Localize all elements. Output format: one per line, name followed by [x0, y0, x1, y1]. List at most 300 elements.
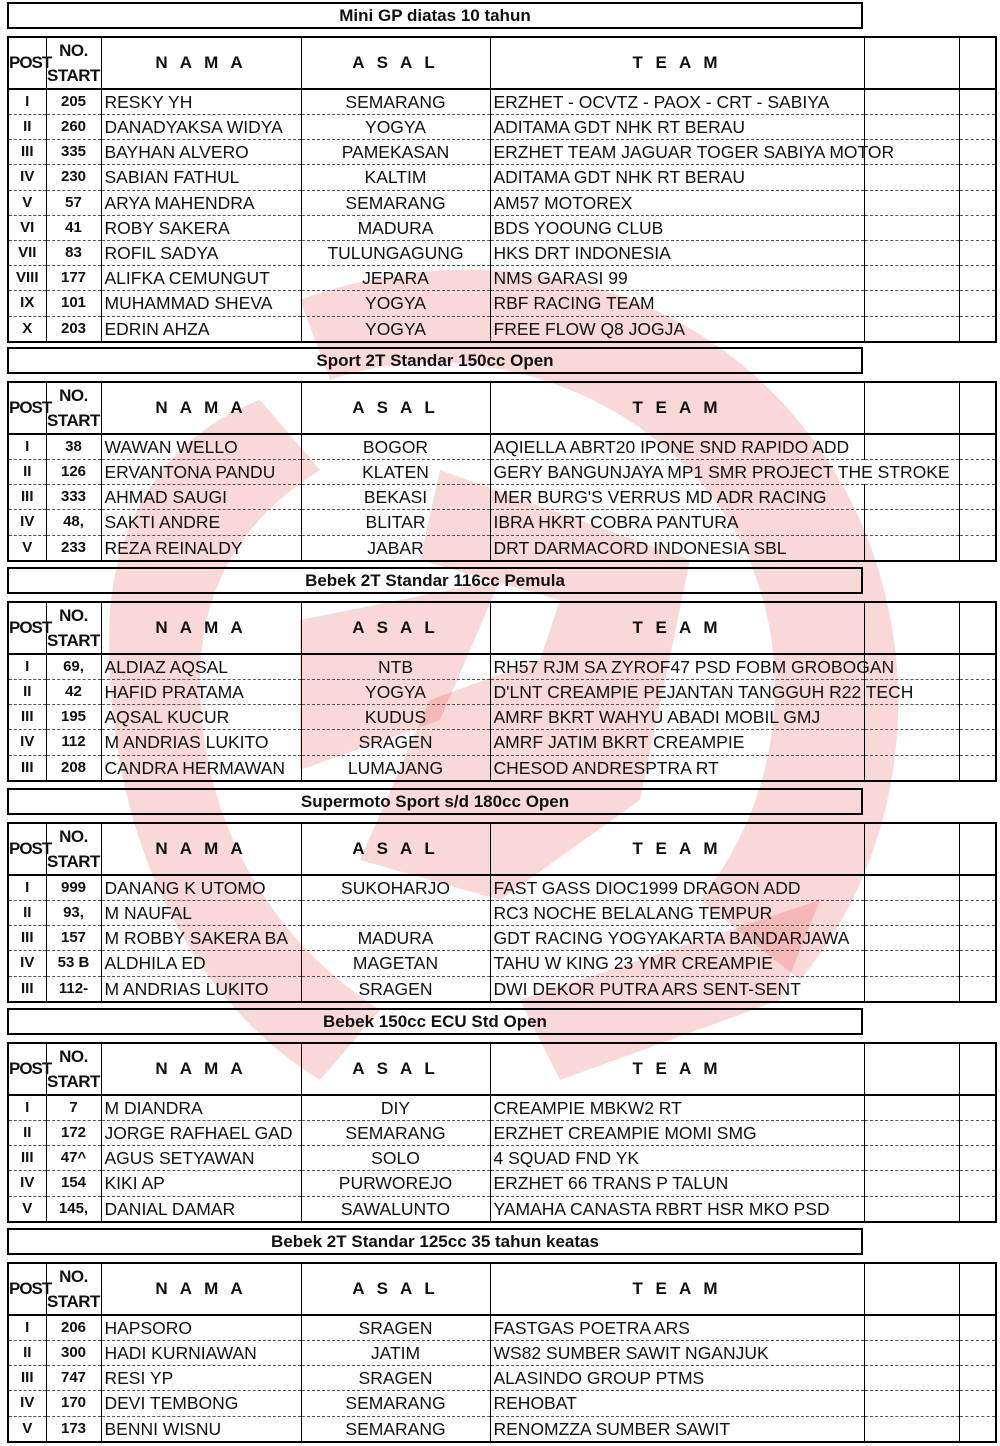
- cell-pos: IV: [8, 165, 46, 190]
- cell-pos: II: [8, 680, 46, 705]
- cell-pos: II: [8, 1341, 46, 1366]
- header-asal: A S A L: [301, 602, 490, 654]
- cell-empty: [959, 705, 996, 730]
- table-header: [8, 602, 996, 654]
- cell-pos: III: [8, 485, 46, 510]
- cell-empty: [864, 705, 959, 730]
- header-pos: POST: [8, 382, 46, 434]
- cell-empty: [959, 240, 996, 265]
- cell-asal: JATIM: [301, 1341, 490, 1366]
- cell-empty: [864, 926, 959, 951]
- cell-team: AQIELLA ABRT20 IPONE SND RAPIDO ADD: [490, 434, 864, 460]
- header-asal: A S A L: [301, 1043, 490, 1095]
- cell-asal: SRAGEN: [301, 730, 490, 755]
- header-team: T E A M: [490, 1043, 864, 1095]
- header-no-line1: NO.: [59, 1267, 88, 1286]
- cell-empty: [864, 1196, 959, 1222]
- cell-empty: [959, 434, 996, 460]
- cell-empty: [864, 1171, 959, 1196]
- section-title: Mini GP diatas 10 tahun: [7, 2, 863, 29]
- cell-empty: [864, 901, 959, 926]
- cell-no: 173: [46, 1416, 101, 1442]
- cell-empty: [959, 510, 996, 535]
- header-no-line2: START: [47, 66, 100, 85]
- cell-empty: [959, 1121, 996, 1146]
- cell-team: ERZHET TEAM JAGUAR TOGER SABIYA MOTOR: [490, 140, 864, 165]
- cell-nama: CANDRA HERMAWAN: [101, 755, 301, 781]
- cell-empty: [959, 1416, 996, 1442]
- cell-team: REHOBAT: [490, 1391, 864, 1416]
- cell-asal: SRAGEN: [301, 1315, 490, 1341]
- section-title: Bebek 2T Standar 125cc 35 tahun keatas: [7, 1228, 863, 1255]
- cell-team: DWI DEKOR PUTRA ARS SENT-SENT: [490, 976, 864, 1002]
- cell-pos: V: [8, 535, 46, 561]
- cell-no: 208: [46, 755, 101, 781]
- header-no-line2: START: [47, 852, 100, 871]
- table-row: [8, 460, 996, 485]
- cell-asal: KLATEN: [301, 460, 490, 485]
- cell-nama: KIKI AP: [101, 1171, 301, 1196]
- cell-empty: [959, 291, 996, 316]
- cell-nama: ALDIAZ AQSAL: [101, 654, 301, 680]
- table-row: [8, 89, 996, 115]
- cell-team: GERY BANGUNJAYA MP1 SMR PROJECT THE STROKE: [490, 460, 959, 485]
- table-header: [8, 823, 996, 875]
- cell-asal: YOGYA: [301, 316, 490, 342]
- cell-empty: [959, 976, 996, 1002]
- header-pos: POST: [8, 1043, 46, 1095]
- header-no-line2: START: [47, 631, 100, 650]
- table-row: [8, 901, 996, 926]
- cell-asal: NTB: [301, 654, 490, 680]
- header-nama: N A M A: [101, 1043, 301, 1095]
- cell-no: 230: [46, 165, 101, 190]
- header-asal: A S A L: [301, 823, 490, 875]
- cell-pos: III: [8, 140, 46, 165]
- cell-empty: [864, 190, 959, 215]
- cell-no: 170: [46, 1391, 101, 1416]
- cell-empty: [959, 115, 996, 140]
- header-team: T E A M: [490, 602, 864, 654]
- cell-pos: I: [8, 875, 46, 901]
- cell-team: BDS YOOUNG CLUB: [490, 215, 864, 240]
- cell-empty: [959, 730, 996, 755]
- cell-team: AM57 MOTOREX: [490, 190, 864, 215]
- header-pos: POST: [8, 823, 46, 875]
- header-empty: [864, 823, 959, 875]
- cell-team: ERZHET CREAMPIE MOMI SMG: [490, 1121, 864, 1146]
- cell-no: 233: [46, 535, 101, 561]
- header-nama: N A M A: [101, 382, 301, 434]
- cell-nama: DANIAL DAMAR: [101, 1196, 301, 1222]
- table-row: [8, 266, 996, 291]
- cell-nama: EDRIN AHZA: [101, 316, 301, 342]
- cell-no: 48,: [46, 510, 101, 535]
- cell-empty: [959, 140, 996, 165]
- cell-nama: ALIFKA CEMUNGUT: [101, 266, 301, 291]
- cell-pos: III: [8, 1146, 46, 1171]
- cell-asal: JEPARA: [301, 266, 490, 291]
- cell-empty: [959, 266, 996, 291]
- cell-asal: BOGOR: [301, 434, 490, 460]
- cell-pos: I: [8, 1095, 46, 1121]
- cell-no: 112: [46, 730, 101, 755]
- cell-empty: [864, 115, 959, 140]
- header-no-line1: NO.: [59, 827, 88, 846]
- cell-empty: [864, 1366, 959, 1391]
- results-table: [7, 1262, 997, 1443]
- table-row: [8, 976, 996, 1002]
- cell-empty: [959, 485, 996, 510]
- cell-empty: [864, 535, 959, 561]
- cell-empty: [959, 1391, 996, 1416]
- results-table: [7, 1042, 997, 1223]
- cell-pos: VII: [8, 240, 46, 265]
- header-team: T E A M: [490, 37, 864, 89]
- cell-empty: [864, 1095, 959, 1121]
- table-row: [8, 755, 996, 781]
- table-row: [8, 926, 996, 951]
- cell-nama: AHMAD SAUGI: [101, 485, 301, 510]
- header-no-line2: START: [47, 1072, 100, 1091]
- header-empty: [864, 37, 959, 89]
- header-asal: A S A L: [301, 37, 490, 89]
- cell-empty: [864, 291, 959, 316]
- cell-pos: III: [8, 755, 46, 781]
- cell-empty: [864, 485, 959, 510]
- table-row: [8, 140, 996, 165]
- cell-no: 205: [46, 89, 101, 115]
- header-empty: [959, 382, 996, 434]
- header-empty: [864, 382, 959, 434]
- cell-pos: I: [8, 89, 46, 115]
- cell-no: 300: [46, 1341, 101, 1366]
- table-row: [8, 1095, 996, 1121]
- cell-nama: M ROBBY SAKERA BA: [101, 926, 301, 951]
- table-row: [8, 680, 996, 705]
- cell-no: 93,: [46, 901, 101, 926]
- table-row: [8, 705, 996, 730]
- table-row: [8, 875, 996, 901]
- cell-empty: [864, 266, 959, 291]
- table-header: [8, 1263, 996, 1315]
- cell-pos: III: [8, 976, 46, 1002]
- section-title: Sport 2T Standar 150cc Open: [7, 347, 863, 374]
- cell-asal: DIY: [301, 1095, 490, 1121]
- cell-pos: II: [8, 115, 46, 140]
- cell-asal: [301, 901, 490, 926]
- cell-team: NMS GARASI 99: [490, 266, 864, 291]
- table-row: [8, 165, 996, 190]
- cell-asal: YOGYA: [301, 680, 490, 705]
- cell-pos: VI: [8, 215, 46, 240]
- cell-asal: PURWOREJO: [301, 1171, 490, 1196]
- cell-asal: MADURA: [301, 215, 490, 240]
- header-empty: [959, 823, 996, 875]
- cell-team: IBRA HKRT COBRA PANTURA: [490, 510, 864, 535]
- cell-empty: [959, 1146, 996, 1171]
- section-title: Bebek 2T Standar 116cc Pemula: [7, 567, 863, 594]
- cell-no: 145,: [46, 1196, 101, 1222]
- cell-asal: YOGYA: [301, 291, 490, 316]
- cell-pos: II: [8, 1121, 46, 1146]
- cell-nama: HADI KURNIAWAN: [101, 1341, 301, 1366]
- cell-team: RENOMZZA SUMBER SAWIT: [490, 1416, 864, 1442]
- cell-no: 157: [46, 926, 101, 951]
- cell-empty: [959, 190, 996, 215]
- cell-empty: [959, 1341, 996, 1366]
- table-row: [8, 535, 996, 561]
- cell-empty: [864, 755, 959, 781]
- cell-no: 126: [46, 460, 101, 485]
- header-empty: [959, 602, 996, 654]
- header-nama: N A M A: [101, 823, 301, 875]
- cell-pos: III: [8, 1366, 46, 1391]
- cell-team: FREE FLOW Q8 JOGJA: [490, 316, 864, 342]
- cell-asal: LUMAJANG: [301, 755, 490, 781]
- cell-asal: SOLO: [301, 1146, 490, 1171]
- table-row: [8, 1416, 996, 1442]
- cell-empty: [959, 875, 996, 901]
- cell-empty: [864, 434, 959, 460]
- table-row: [8, 730, 996, 755]
- cell-pos: IV: [8, 1171, 46, 1196]
- cell-no: 101: [46, 291, 101, 316]
- table-row: [8, 1341, 996, 1366]
- cell-nama: DANADYAKSA WIDYA: [101, 115, 301, 140]
- cell-no: 206: [46, 1315, 101, 1341]
- cell-no: 335: [46, 140, 101, 165]
- cell-asal: BLITAR: [301, 510, 490, 535]
- cell-nama: JORGE RAFHAEL GAD: [101, 1121, 301, 1146]
- cell-nama: MUHAMMAD SHEVA: [101, 291, 301, 316]
- cell-nama: AQSAL KUCUR: [101, 705, 301, 730]
- table-row: [8, 316, 996, 342]
- cell-empty: [864, 165, 959, 190]
- header-no-line2: START: [47, 411, 100, 430]
- header-asal: A S A L: [301, 1263, 490, 1315]
- cell-team: ADITAMA GDT NHK RT BERAU: [490, 115, 864, 140]
- cell-asal: SAWALUNTO: [301, 1196, 490, 1222]
- cell-asal: KALTIM: [301, 165, 490, 190]
- header-pos: POST: [8, 1263, 46, 1315]
- cell-empty: [959, 535, 996, 561]
- table-row: [8, 291, 996, 316]
- header-empty: [864, 1263, 959, 1315]
- table-header: [8, 37, 996, 89]
- table-header: [8, 1043, 996, 1095]
- cell-empty: [959, 460, 996, 485]
- section-title: Supermoto Sport s/d 180cc Open: [7, 788, 863, 815]
- cell-team: DRT DARMACORD INDONESIA SBL: [490, 535, 864, 561]
- cell-empty: [959, 680, 996, 705]
- header-nama: N A M A: [101, 602, 301, 654]
- table-row: [8, 485, 996, 510]
- cell-pos: I: [8, 434, 46, 460]
- cell-no: 38: [46, 434, 101, 460]
- header-no-line1: NO.: [59, 1047, 88, 1066]
- cell-nama: HAFID PRATAMA: [101, 680, 301, 705]
- cell-pos: II: [8, 460, 46, 485]
- cell-nama: DEVI TEMBONG: [101, 1391, 301, 1416]
- cell-no: 260: [46, 115, 101, 140]
- cell-no: 195: [46, 705, 101, 730]
- cell-pos: IV: [8, 510, 46, 535]
- cell-empty: [864, 1146, 959, 1171]
- cell-nama: BENNI WISNU: [101, 1416, 301, 1442]
- cell-team: ERZHET 66 TRANS P TALUN: [490, 1171, 864, 1196]
- cell-team: D'LNT CREAMPIE PEJANTAN TANGGUH R22 TECH: [490, 680, 864, 705]
- cell-asal: SRAGEN: [301, 976, 490, 1002]
- cell-team: MER BURG'S VERRUS MD ADR RACING: [490, 485, 864, 510]
- cell-nama: SABIAN FATHUL: [101, 165, 301, 190]
- header-empty: [959, 1263, 996, 1315]
- cell-empty: [959, 951, 996, 976]
- cell-asal: SEMARANG: [301, 190, 490, 215]
- cell-nama: DANANG K UTOMO: [101, 875, 301, 901]
- cell-pos: IV: [8, 951, 46, 976]
- cell-pos: I: [8, 654, 46, 680]
- header-no-line1: NO.: [59, 386, 88, 405]
- cell-pos: IX: [8, 291, 46, 316]
- cell-empty: [864, 316, 959, 342]
- cell-team: FASTGAS POETRA ARS: [490, 1315, 864, 1341]
- cell-nama: M NAUFAL: [101, 901, 301, 926]
- header-empty: [864, 602, 959, 654]
- results-table: [7, 822, 997, 1003]
- cell-asal: BEKASI: [301, 485, 490, 510]
- cell-pos: V: [8, 1416, 46, 1442]
- cell-team: WS82 SUMBER SAWIT NGANJUK: [490, 1341, 864, 1366]
- cell-asal: KUDUS: [301, 705, 490, 730]
- cell-no: 177: [46, 266, 101, 291]
- cell-nama: RESKY YH: [101, 89, 301, 115]
- cell-empty: [959, 89, 996, 115]
- header-no-start: [46, 1263, 101, 1315]
- cell-empty: [959, 926, 996, 951]
- cell-no: 57: [46, 190, 101, 215]
- table-row: [8, 1366, 996, 1391]
- cell-empty: [864, 1121, 959, 1146]
- cell-team: HKS DRT INDONESIA: [490, 240, 864, 265]
- cell-empty: [864, 951, 959, 976]
- cell-pos: III: [8, 926, 46, 951]
- cell-team: ALASINDO GROUP PTMS: [490, 1366, 864, 1391]
- cell-team: 4 SQUAD FND YK: [490, 1146, 864, 1171]
- table-row: [8, 1121, 996, 1146]
- cell-nama: M ANDRIAS LUKITO: [101, 730, 301, 755]
- results-table: [7, 36, 997, 343]
- cell-nama: M ANDRIAS LUKITO: [101, 976, 301, 1002]
- cell-empty: [959, 1366, 996, 1391]
- table-row: [8, 115, 996, 140]
- table-row: [8, 1171, 996, 1196]
- cell-no: 154: [46, 1171, 101, 1196]
- cell-no: 69,: [46, 654, 101, 680]
- table-row: [8, 510, 996, 535]
- table-row: [8, 240, 996, 265]
- cell-asal: SEMARANG: [301, 1416, 490, 1442]
- cell-nama: ALDHILA ED: [101, 951, 301, 976]
- cell-no: 42: [46, 680, 101, 705]
- cell-pos: IV: [8, 1391, 46, 1416]
- header-empty: [864, 1043, 959, 1095]
- cell-empty: [959, 654, 996, 680]
- cell-empty: [864, 510, 959, 535]
- cell-team: YAMAHA CANASTA RBRT HSR MKO PSD: [490, 1196, 864, 1222]
- header-nama: N A M A: [101, 1263, 301, 1315]
- cell-empty: [959, 1171, 996, 1196]
- cell-empty: [864, 240, 959, 265]
- cell-pos: X: [8, 316, 46, 342]
- table-row: [8, 1391, 996, 1416]
- table-row: [8, 190, 996, 215]
- cell-asal: SRAGEN: [301, 1366, 490, 1391]
- cell-empty: [864, 730, 959, 755]
- cell-no: 999: [46, 875, 101, 901]
- results-table: [7, 601, 997, 782]
- header-team: T E A M: [490, 382, 864, 434]
- cell-nama: SAKTI ANDRE: [101, 510, 301, 535]
- cell-empty: [959, 316, 996, 342]
- section-title: Bebek 150cc ECU Std Open: [7, 1008, 863, 1035]
- cell-no: 47^: [46, 1146, 101, 1171]
- cell-empty: [864, 215, 959, 240]
- cell-asal: JABAR: [301, 535, 490, 561]
- cell-no: 203: [46, 316, 101, 342]
- cell-empty: [864, 1391, 959, 1416]
- cell-empty: [864, 1341, 959, 1366]
- header-no-start: [46, 382, 101, 434]
- cell-no: 7: [46, 1095, 101, 1121]
- cell-team: FAST GASS DIOC1999 DRAGON ADD: [490, 875, 864, 901]
- table-row: [8, 434, 996, 460]
- cell-team: AMRF JATIM BKRT CREAMPIE: [490, 730, 864, 755]
- cell-nama: WAWAN WELLO: [101, 434, 301, 460]
- table-row: [8, 1196, 996, 1222]
- cell-asal: SEMARANG: [301, 1121, 490, 1146]
- cell-no: 83: [46, 240, 101, 265]
- header-nama: N A M A: [101, 37, 301, 89]
- header-no-line2: START: [47, 1292, 100, 1311]
- cell-asal: MADURA: [301, 926, 490, 951]
- cell-team: ERZHET - OCVTZ - PAOX - CRT - SABIYA: [490, 89, 864, 115]
- cell-empty: [959, 1095, 996, 1121]
- cell-no: 172: [46, 1121, 101, 1146]
- cell-team: ADITAMA GDT NHK RT BERAU: [490, 165, 864, 190]
- header-no-start: [46, 37, 101, 89]
- header-team: T E A M: [490, 1263, 864, 1315]
- cell-team: RC3 NOCHE BELALANG TEMPUR: [490, 901, 864, 926]
- cell-pos: II: [8, 901, 46, 926]
- cell-nama: ROBY SAKERA: [101, 215, 301, 240]
- cell-empty: [959, 901, 996, 926]
- header-team: T E A M: [490, 823, 864, 875]
- cell-team: CREAMPIE MBKW2 RT: [490, 1095, 864, 1121]
- cell-nama: HAPSORO: [101, 1315, 301, 1341]
- cell-nama: ARYA MAHENDRA: [101, 190, 301, 215]
- cell-pos: V: [8, 190, 46, 215]
- cell-empty: [959, 755, 996, 781]
- cell-pos: I: [8, 1315, 46, 1341]
- cell-nama: M DIANDRA: [101, 1095, 301, 1121]
- cell-team: TAHU W KING 23 YMR CREAMPIE: [490, 951, 864, 976]
- cell-asal: PAMEKASAN: [301, 140, 490, 165]
- cell-empty: [864, 1315, 959, 1341]
- header-no-line1: NO.: [59, 41, 88, 60]
- cell-empty: [959, 1315, 996, 1341]
- cell-team: GDT RACING YOGYAKARTA BANDARJAWA: [490, 926, 864, 951]
